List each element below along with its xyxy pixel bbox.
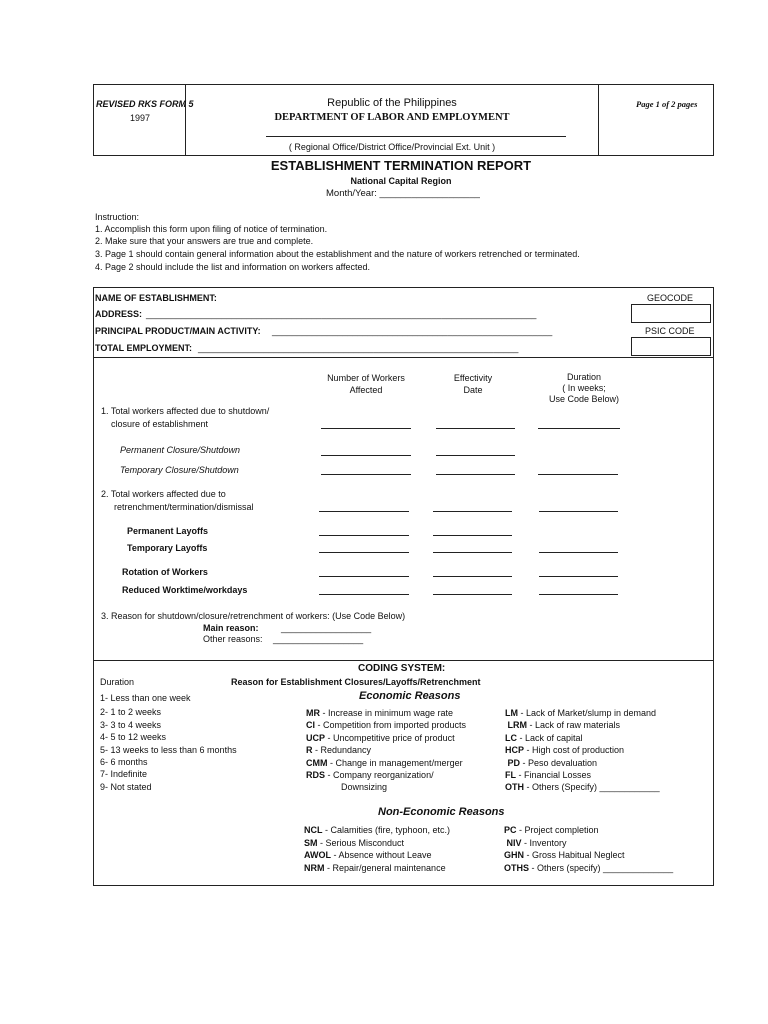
effectivity-column-header [433,372,513,396]
workers-header-line1: Number of Workers [327,373,405,383]
non-economic-code-item: AWOL - Absence without Leave [304,850,432,861]
duration-code-item: 7- Indefinite [100,769,148,780]
non-economic-code-item: NRM - Repair/general maintenance [304,862,446,873]
header-divider-right [598,84,599,156]
blank-field[interactable] [538,474,618,475]
total-employment-label: TOTAL EMPLOYMENT: [95,343,193,353]
blank-field[interactable] [436,474,515,475]
non-economic-codes-left [304,824,450,874]
non-economic-code-item: GHN - Gross Habitual Neglect [504,850,625,861]
workers-header-line2: Affected [349,385,383,395]
instruction-item: 1. Accomplish this form upon filing of notice of termination. [95,224,328,234]
product-field[interactable]: ________________________________________________________ [272,326,553,336]
duration-code-item: 6- 6 months [100,757,148,768]
office-note: ( Regional Office/District Office/Provincial Ext. Unit ) [288,142,496,152]
duration-header-line3: Use Code Below) [548,394,620,404]
other-reasons-label: Other reasons: [203,634,263,644]
duration-code-item: 5- 13 weeks to less than 6 months [100,744,237,755]
section2-title-cont: retrenchment/termination/dismissal [114,502,254,512]
page-label: Page 1 of 2 pages [636,99,698,109]
blank-field[interactable] [539,511,618,512]
form-year: 1997 [130,113,151,123]
permanent-closure-label: Permanent Closure/Shutdown [120,445,241,455]
main-reason-label: Main reason: [203,623,259,633]
month-year-field[interactable]: Month/Year: ___________________ [326,188,480,199]
permanent-layoffs-label: Permanent Layoffs [127,526,209,536]
blank-field[interactable] [319,594,409,595]
blank-field[interactable] [433,594,512,595]
address-field[interactable]: ______________________________________________________________________________ [146,309,537,319]
address-label: ADDRESS: [95,309,143,319]
reason-heading: Reason for Establishment Closures/Layoffs/Retrenchment [231,677,481,687]
geocode-label: GEOCODE [647,293,694,303]
blank-field[interactable] [321,455,411,456]
economic-code-item: UCP - Uncompetitive price of product [306,732,455,743]
economic-code-item-cont: Downsizing [341,782,388,793]
economic-code-item: CMM - Change in management/merger [306,757,463,768]
duration-header-line2: ( In weeks; [562,383,606,393]
blank-field[interactable] [321,428,411,429]
economic-code-item: MR - Increase in minimum wage rate [306,708,454,718]
blank-field[interactable] [436,428,515,429]
economic-code-item: R - Redundancy [306,745,372,756]
blank-field[interactable] [319,552,409,553]
establishment-name-label: NAME OF ESTABLISHMENT: [95,293,217,303]
temporary-layoffs-label: Temporary Layoffs [127,543,208,553]
office-signature-line [266,136,566,137]
section1-title: 1. Total workers affected due to shutdown/ [101,406,270,416]
blank-field[interactable] [538,428,620,429]
blank-field[interactable] [433,552,512,553]
section2-title: 2. Total workers affected due to [101,489,226,499]
duration-header-line1: Duration [566,372,602,382]
economic-code-item: OTH - Others (Specify) ____________ [505,782,660,793]
duration-code-item: 1- Less than one week [100,693,191,703]
section1-title-cont: closure of establishment [111,419,209,429]
blank-field[interactable] [319,535,409,536]
other-reasons-field[interactable]: __________________ [273,634,364,644]
instruction-item: 2. Make sure that your answers are true and complete. [95,236,314,246]
duration-code-item: 4- 5 to 12 weeks [100,732,167,743]
total-employment-field[interactable]: ________________________________________________________________ [198,343,519,353]
economic-code-item: HCP - High cost of production [505,745,625,756]
psic-code-label: PSIC CODE [645,326,695,336]
workers-column-header [318,372,414,396]
rotation-label: Rotation of Workers [122,567,208,577]
instruction-heading: Instruction: [95,212,140,222]
department-heading: DEPARTMENT OF LABOR AND EMPLOYMENT [274,112,510,123]
blank-field[interactable] [433,511,512,512]
blank-field[interactable] [539,576,618,577]
blank-field[interactable] [321,474,411,475]
main-reason-field[interactable]: __________________ [281,623,372,633]
psic-code-input[interactable] [631,337,711,356]
form-name: REVISED RKS FORM 5 [96,99,194,109]
duration-code-item: 2- 1 to 2 weeks [100,707,162,718]
geocode-input[interactable] [631,304,711,323]
temporary-closure-label: Temporary Closure/Shutdown [120,465,239,475]
economic-codes-right [505,707,660,794]
duration-heading: Duration [100,677,135,687]
effectivity-header-line1: Effectivity [453,373,493,383]
economic-code-item: RDS - Company reorganization/ [306,770,434,781]
blank-field[interactable] [539,594,618,595]
duration-code-item: 3- 3 to 4 weeks [100,719,162,730]
blank-field[interactable] [319,511,409,512]
non-economic-reasons-heading: Non-Economic Reasons [378,806,505,818]
establishment-divider [93,357,714,358]
effectivity-header-line2: Date [463,385,483,395]
reduced-worktime-label: Reduced Worktime/workdays [122,585,248,595]
duration-code-list [100,692,237,793]
economic-code-item: CI - Competition from imported products [306,720,467,731]
blank-field[interactable] [433,535,512,536]
economic-reasons-heading: Economic Reasons [359,690,461,702]
section3-title: 3. Reason for shutdown/closure/retrenchment of workers: (Use Code Below) [101,611,406,621]
non-economic-code-item: NCL - Calamities (fire, typhoon, etc.) [304,825,451,835]
economic-code-item: PD - Peso devaluation [505,757,598,768]
blank-field[interactable] [319,576,409,577]
non-economic-code-item: PC - Project completion [504,825,599,835]
coding-system-title: CODING SYSTEM: [358,663,446,674]
non-economic-code-item: SM - Serious Misconduct [304,837,405,848]
blank-field[interactable] [436,455,515,456]
instruction-item: 4. Page 2 should include the list and information on workers affected. [95,262,371,272]
non-economic-code-item: OTHS - Others (specify) ______________ [504,862,674,873]
region-label: National Capital Region [350,176,452,186]
instruction-item: 3. Page 1 should contain general information about the establishment and the nature of workers retrenched or terminated. [95,249,580,259]
republic-heading: Republic of the Philippines [327,97,457,109]
product-label: PRINCIPAL PRODUCT/MAIN ACTIVITY: [95,326,261,336]
non-economic-codes-right [504,824,673,874]
economic-codes-left [306,707,466,794]
duration-code-item: 9- Not stated [100,781,152,792]
duration-column-header [530,372,638,405]
economic-code-item: LC - Lack of capital [505,732,583,743]
blank-field[interactable] [433,576,512,577]
economic-code-item: LRM - Lack of raw materials [505,720,621,731]
non-economic-code-item: NIV - Inventory [504,837,567,848]
blank-field[interactable] [539,552,618,553]
economic-code-item: FL - Financial Losses [505,770,592,781]
report-title: ESTABLISHMENT TERMINATION REPORT [270,158,532,173]
economic-code-item: LM - Lack of Market/slump in demand [505,708,657,718]
